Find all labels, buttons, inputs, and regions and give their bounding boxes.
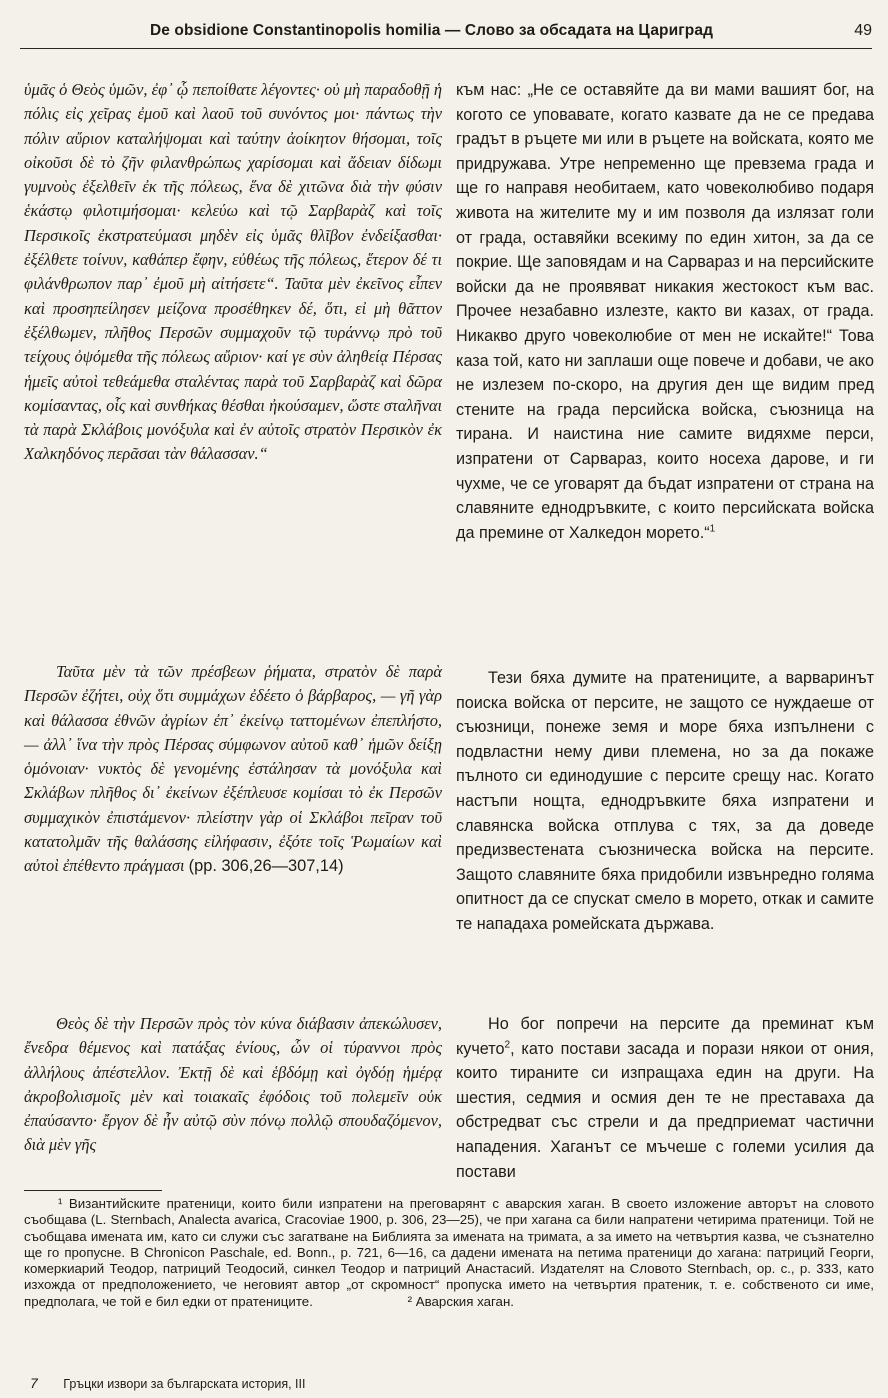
running-header bbox=[20, 22, 872, 49]
page-footer bbox=[30, 1375, 305, 1391]
greek-source-reference: (pp. 306,26—307,14) bbox=[188, 857, 344, 876]
footnote-1: ¹ Византийските пратеници, които били изпратени на преговарянт с аварския хаган. В своето изложение авторът на словото съобщава (L. Sternbach, Analecta avarica, Cracoviae 1900, p. 306, 23—25), че при хагана са били напратени четирима пратеници. Той не съобщава имената им, като си служи със загатване на Библията за имената на тримата, а за името на четвъртия казва, че съзнателно ще го пропусне. В Chronicon Paschale, ed. Bonn., p. 721, 6—16, са дадени имената на петима пратеници до хагана: патриций Георги, комеркиарий Теодор, патриций Теодосий, синкел Теодор и патриций Анастасий. Издателят на Словото Sternbach, op. c., p. 333, като изхожда от предположението, че неговият автор „от скромност“ пропуска името на четвъртия пратеник, т. е. собственото си име, предполага, че той е бил едки от пратениците. bbox=[24, 1196, 874, 1309]
footnotes bbox=[24, 1196, 874, 1310]
bulgarian-paragraph-3-text-b: , като постави засада и порази някои от ония, които тираните си изпращаха един на други. На шестия, седмия и осмия ден те не преставаха да обстредват със стрели и да предприемат частични нападения. Хаганът се мъчеше с големи усилия да постави bbox=[456, 1039, 874, 1181]
bulgarian-paragraph-3-text-a: Но бог попречи на персите да преминат към кучето bbox=[456, 1015, 874, 1058]
footnote-2: ² Аварския хаган. bbox=[407, 1294, 514, 1310]
footnote-marker-1: 1 bbox=[709, 523, 716, 535]
footnote-divider bbox=[24, 1190, 162, 1191]
bulgarian-paragraph-1-text: към нас: „Не се оставяйте да ви мами вашият бог, на когото се уповавате, когато казвате да не се предава градът в ръцете ми или в ръцете на войската, която ме придружава. Утре непременно ще превзема града и ще го направя необитаем, като човеколюбиво подаря живота на жителите му и им позволя да излязат голи от града, оставяйки всекиму по един хитон, за да се покрие. Ще заповядам и на Сарвараз и на персийските войски да не проявяват никакия жестокост към вас. Прочее незабавно излезте, както ви казах, от града. Никакво друго човеколюбие от мен не искайте!“ Това каза той, като ни заплаши още повече и добави, че ако не излезем по-скоро, на другия ден ще видим пред стените на града персийска войска, съюзница на тирана. И наистина ние самите видяхме перси, изпратени от Сарвараз, които носеха дарове, и ги чухме, че се уговарят да бъдат изпратени от страна на славяните еднодръвките, с които персийската войска да премине от Халкедон морето.“ bbox=[456, 81, 874, 542]
greek-paragraph-3: Θεὸς δὲ τὴν Περσῶν πρὸς τὸν κύνα διάβασιν ἀπεκώλυσεν, ἔνεδρα θέμενος καὶ πατάξας ἐνίους, ὧν οἱ τύραννοι πρὸς ἀλλήλους ἀπέστελλον. Ἐκτῇ δὲ καὶ ἑβδόμῃ καὶ ὀγδόῃ ἡμέρᾳ ἀκροβολισμοῖς μὲν καὶ τοιακαῖς ἐφόδοις τοῦ πολεμεῖν οὐκ ἐπαύσαντο· ἔργον δὲ ἦν αὐτῷ σὺν πόνῳ πολλῷ σπουδαζόμενον, διὰ μὲν γῆς bbox=[24, 1014, 442, 1155]
sheet-signature: 7 bbox=[30, 1375, 38, 1391]
greek-paragraph-2 bbox=[24, 660, 442, 879]
running-title: De obsidione Constantinopolis homilia — Слово за обсадата на Цариград bbox=[150, 22, 714, 39]
bulgarian-paragraph-2: Тези бяха думите на пратениците, а варваринът поиска войска от персите, не защото се нуждаеше от съюзници, понеже земя и море бяха изпълнени с подвластни нему диви племена, но за да покаже пълното си единодушие с персите срещу нас. Когато настъпи нощта, еднодръвките бяха изпратени и славянска войска отплува с тях, за да доведе предизвестената съюзническа войска на персите. Защото славяните бяха придобили извънредно голяма опитност да се спускат смело в морето, откак и самите те нападаха ромейската държава. bbox=[456, 669, 874, 933]
greek-paragraph-1: ὑμᾶς ὁ Θεὸς ὑμῶν, ἐφ᾽ ᾧ πεποίθατε λέγοντες· οὐ μὴ παραδοθῇ ἡ πόλις εἰς χεῖρας ἐμοῦ καὶ λαοῦ τοῦ συνόντος μοι· πάντως τὴν πόλιν αὔριον καταλήψομαι καὶ ταύτην ἀοίκητον θήσομαι, τοῖς οἰκοῦσι δὲ τὸ ζῆν φιλανθρώπως χαρίσομαι καὶ ἄδειαν δίδωμι γυμνοὺς ἐξελθεῖν ἐκ τῆς πόλεως, ἕνα δὲ χιτῶνα διὰ τὴν φύσιν ἑκάστῳ φιλοτιμήσομαι· κελεύω καὶ τῷ Σαρβαρὰζ καὶ τοῖς Περσικοῖς ἐκστρατεύμασι μηδὲν εἰς ὑμᾶς θλῖβον ἐνδείξασθαι· ἐξέλθετε τοίνυν, καθάπερ ἔφην, εὐθέως τῆς πόλεως, ἕτερον δέ τι φιλάνθρωπον παρ᾽ ἐμοῦ μὴ αἰτήσετε“. Ταῦτα μὲν ἐκεῖνος εἶπεν καὶ προσηπείλησεν μείζονα προσέθηκεν δέ, ὅτι, εἰ μὴ θᾶττον ἐξέλθωμεν, πλῆθος Περσῶν συμμαχοῦν τῷ τυράννῳ πρὸ τοῦ τείχους ὀψόμεθα τῆς πόλεως αὔριον· καί γε σὺν ἀληθείᾳ Πέρσας ἡμεῖς αὐτοὶ τεθεάμεθα σταλέντας παρὰ τοῦ Σαρβαρὰζ καὶ δῶρα κομίσαντας, οἷς καὶ συνθήκας θέσθαι ἠκούσαμεν, ὥστε σταλῆναι τὰ παρὰ Σκλάβοις μονόξυλα καὶ ἐν αὐτοῖς στρατὸν Περσικὸν ἐκ Χαλκηδόνος περᾶσαι τὰν θάλασσαν.“ bbox=[24, 80, 442, 464]
footnote-marker-2: 2 bbox=[504, 1039, 511, 1051]
page-number: 49 bbox=[854, 22, 872, 39]
greek-paragraph-2-text: Ταῦτα μὲν τὰ τῶν πρέσβεων ῥήματα, στρατὸν δὲ παρὰ Περσῶν ἐζήτει, οὐχ ὅτι συμμάχων ἐδέετο ὁ βάρβαρος, — γῆ γὰρ καὶ θάλασσα ἐθνῶν ἀγρίων ἐπ᾽ ἐκείνῳ ταττομένων ἐπεπλήστο, — ἀλλ᾽ ἵνα τὴν πρὸς Πέρσας σύμφωνον αὐτοῦ καθ᾽ ἡμῶν δείξῃ ὁμόνοιαν· νυκτὸς δὲ γενομένης ἐστάλησαν τὰ μονόξυλα καὶ Σκλάβων πλῆθος δι᾽ ἐκείνων ἐξέπλευσε κομίσαι τὸ ἐκ Περσῶν συμμαχικὸν ἐπιστάμενον· πλείστην γὰρ οἱ Σκλάβοι πεῖραν τοῦ κατατολμᾶν τῆς θαλάσσης εἰλήφασιν, ἐξότε τοῖς Ῥωμαίων καὶ αὐτοὶ ἐπέθεντο πράγμασι bbox=[24, 662, 442, 876]
series-title: Гръцки извори за българската история, III bbox=[63, 1377, 306, 1391]
bulgarian-paragraph-3 bbox=[456, 1012, 874, 1184]
bulgarian-paragraph-1 bbox=[456, 78, 874, 545]
